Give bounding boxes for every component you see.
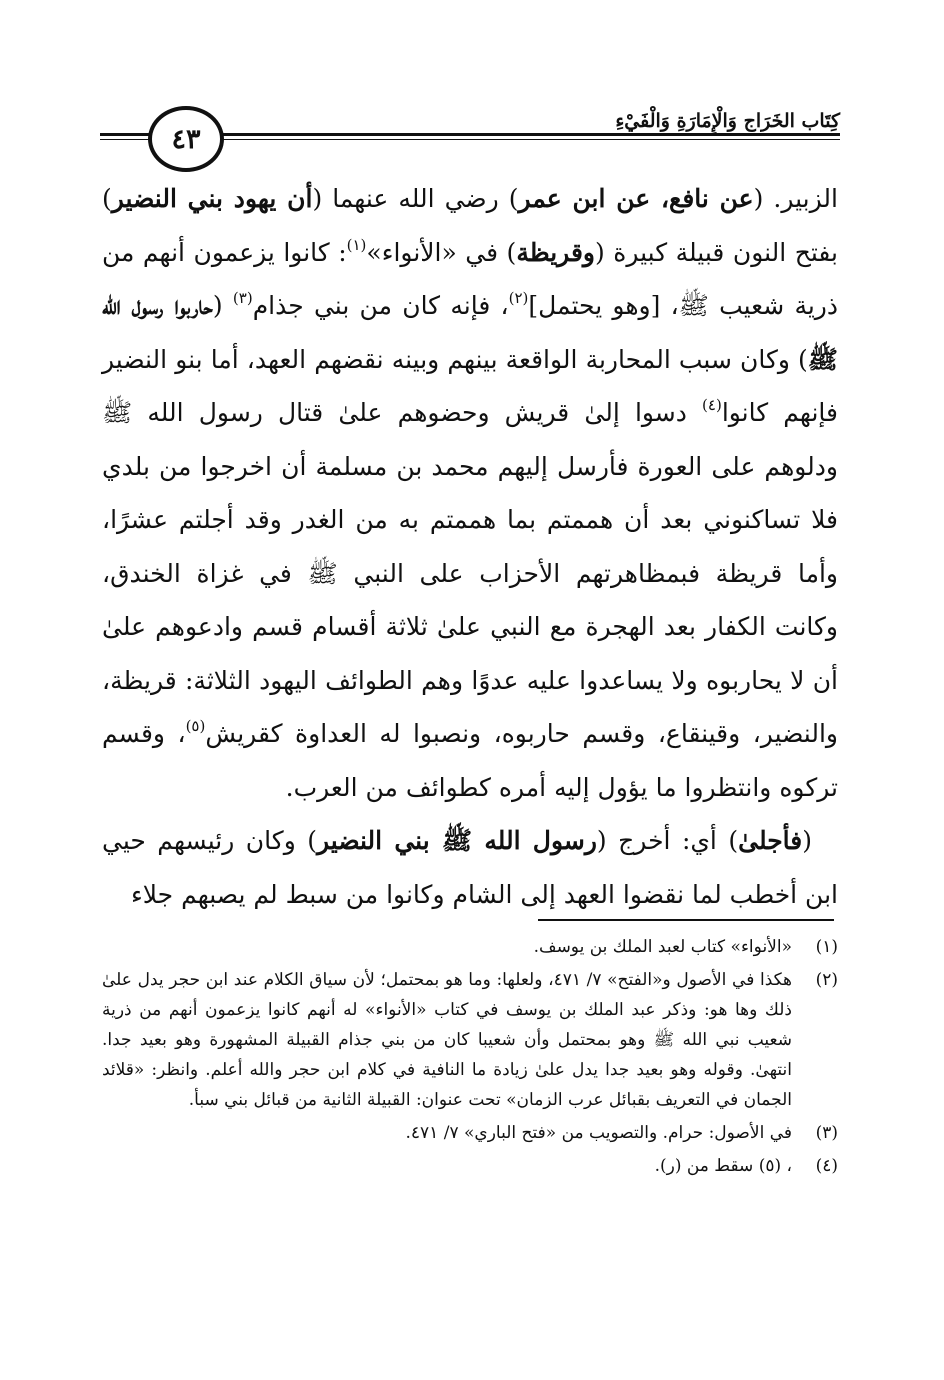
paragraph [102,172,838,814]
text-run: ) في «الأنواء» [366,237,517,267]
footnote-text: ، (٥) سقط من (ر). [654,1156,792,1176]
paragraph [102,814,838,921]
footnote-text: في الأصول: حرام. والتصويب من «فتح الباري» ٧/ ٤٧١. [405,1123,792,1143]
text-run: الزبير. ( [753,184,838,213]
text-run: ) أي: أخرج ( [596,826,739,855]
text-run: ) رضي الله عنهما ( [312,184,519,213]
footnote-number: (٢) [815,970,838,990]
running-title: كِتَاب الخَرَاجِ وَالْإِمَارَةِ وَالْفَيْءِ [605,110,840,132]
bold-run: عن نافع، عن ابن عمر [518,184,754,213]
text-run: ، وقسم تركوه وانتظروا ما يؤول إليه أمره كطوائف من العرب. [102,719,838,802]
bold-run: وقريظة [516,237,595,267]
page-number: ٤٣ [171,123,201,155]
footnote-separator [538,919,834,921]
footnote-text: «الأنواء» كتاب لعبد الملك بن يوسف. [533,937,792,957]
main-text [102,172,838,921]
text-run: ) وكان رئيسهم حيي ابن أخطب لما نقضوا العهد إلى الشام وكانوا من سبط لم يصبهم جلاء [102,826,838,909]
text-run: ( [212,291,233,320]
bold-run: أن يهود بني النضير [111,184,313,213]
bold-run: فأجلىٰ [738,826,803,855]
page-number-badge [148,106,224,172]
text-run: ، فإنه كان من بني جذام [252,291,509,320]
text-run: ) بفتح النون قبيلة كبيرة ( [102,184,838,267]
footnote-ref: (٣) [232,289,253,307]
footnote-item [102,1118,838,1148]
footnote-number: (٣) [815,1123,838,1143]
footnote-number: (١) [815,937,838,957]
bold-run: رسول الله ﷺ بني النضير [317,826,597,855]
footnote-number: (٤) [815,1156,838,1176]
text-run: ( [802,826,813,855]
page-header [100,100,840,170]
footnote-item [102,932,838,962]
footnote-ref: (١) [346,235,367,254]
footnote-item [102,965,838,1115]
text-run: دسوا إلىٰ قريش وحضوهم علىٰ قتال رسول الله ﷺ ودلوهم على العورة فأرسل إليهم محمد بن مسلمة أن اخرجوا من بلدي فلا تساكنوني بعد أن هممتم بما هممتم به من الغدر وقد أجلتم عشرًا، وأما قريظة فبمظاهرتهم الأحزاب على النبي ﷺ في غزاة الخندق، وكانت الكفار بعد الهجرة مع النبي علىٰ ثلاثة أقسام قسم وادعوهم علىٰ أن لا يحاربوه ولا يساعدوا عليه عدوًا وهم الطوائف اليهود الثلاثة: قريظة، والنضير، وقينقاع، وقسم حاربوه، ونصبوا له العداوة كقريش [102,398,838,748]
footnote-ref: (٢) [508,289,529,307]
footnote-item [102,1151,838,1181]
footnotes [102,932,838,1184]
footnote-ref: (٤) [702,396,722,414]
text-run: ) وكان سبب المحاربة الواقعة بينهم وبينه نقضهم العهد، أما بنو النضير فإنهم كانوا [102,344,838,427]
text-run: : كانوا يزعمون أنهم من ذرية شعيب ﷺ، [وهو يحتمل] [102,237,839,320]
footnote-text: هكذا في الأصول و«الفتح» ٧/ ٤٧١، ولعلها: وما هو بمحتمل؛ لأن سياق الكلام عند ابن حجر يدل علىٰ ذلك وها هو: وذكر عبد الملك بن يوسف في كتاب «الأنواء» له أنهم كانوا يزعمون أنهم من ذرية شعيب نبي الله ﷺ وهو بمحتمل وأن شعيبا كان من بني جذام القبيلة المشهورة وهو بعيد جدا. انتهىٰ. وقوله وهو بعيد جدا يدل علىٰ زيادة ما النافية في كلام ابن حجر والله أعلم. وانظر: «قلائد الجمان في التعريف بقبائل عرب الزمان» تحت عنوان: القبيلة الثانية من قبائل بني سبأ. [102,970,793,1110]
bold-run: حاربوا رسول الله ﷺ [102,291,838,374]
footnote-ref: (٥) [185,717,206,735]
